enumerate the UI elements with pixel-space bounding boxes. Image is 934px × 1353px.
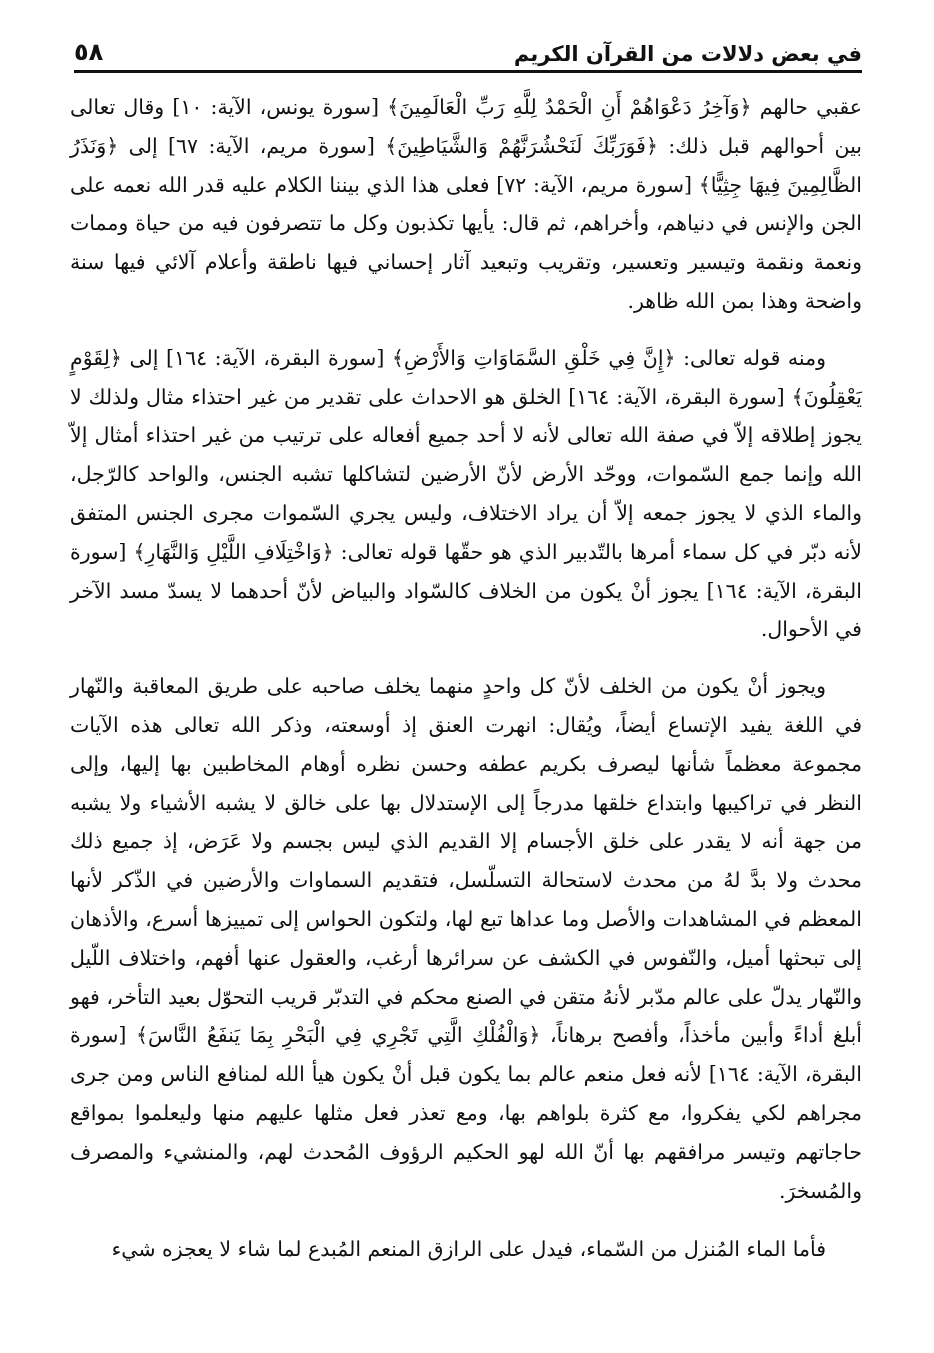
paragraph: ومنه قوله تعالى: ﴿إِنَّ فِي خَلْقِ السَّمَاوَاتِ وَالأَرْضِ﴾ [سورة البقرة، الآية: ١٦٤] إلى ﴿لِقَوْمٍ يَعْقِلُونَ﴾ [سورة البقرة، الآية: ١٦٤] الخلق هو الاحداث على تقدير من غير احتذاء مثال ولذلك لا يجوز إطلاقه إلاّ في صفة الله تعالى لأنه لا أحد جميع أفعاله على ترتيب من غير احتذاء أمثال إلاّ الله وإنما جمع السّموات، ووحّد الأرض لأنّ الأرضين لتشاكلها تشبه الجنس، والواحد كالرّجل، والماء الذي لا يجوز جمعه إلاّ أن يراد الاختلاف، وليس يجري السّموات مجرى الجنس المتفق لأنه دبّر في كل سماء أمرها بالتّدبير الذي هو حقّها قوله تعالى: ﴿وَاخْتِلَافِ اللَّيْلِ وَالنَّهَارِ﴾ [سورة البقرة، الآية: ١٦٤] يجوز أنْ يكون من الخلاف كالسّواد والبياض لأنّ أحدهما لا يسدّ مسد الآخر في الأحوال. (70, 345, 862, 642)
paragraph: ويجوز أنْ يكون من الخلف لأنّ كل واحدٍ منهما يخلف صاحبه على طريق المعاقبة والنّهار في اللغة يفيد الإتساع أيضاً، ويُقال: انهرت العنق إذ أوسعته، وذكر الله تعالى هذه الآيات مجموعة معظماً شأنها ليصرف بكريم عطفه وحسن نظره أوهام المخاطبين بها إليها، وإلى النظر في تراكيبها وابتداع خلقها مدرجاً إلى الإستدلال بها على خالق لا يشبه الأشياء ولا يشبه من جهة أنه لا يقدر على خلق الأجسام إلا القديم الذي ليس بجسم ولا عَرَض، إذ جميع ذلك محدث ولا بدَّ لهُ من محدث لاستحالة التسلّسل، فتقديم السماوات والأرضين في الذّكر لأنها المعظم في المشاهدات والأصل وما عداها تبع لها، ولتكون الحواس إلى تمييزها أسرع، والأذهان إلى تبحثها أميل، والنّفوس في الكشف عن سرائرها أرغب، والعقول عنها أفهم، واختلاف اللّيل والنّهار يدلّ على عالم مدّبر لأنهُ متقن في الصنع محكم في التدبّر قريب التحوّل بعيد التأخر، فهو أبلغ أداءً وأبين مأخذاً، وأفصح برهاناً، ﴿وَالْفُلْكِ الَّتِي تَجْرِي فِي الْبَحْرِ بِمَا يَنفَعُ النَّاسَ﴾ [سورة البقرة، الآية: ١٦٤] لأنه فعل منعم عالم بما يكون قبل أنْ يكون هيأ الله لمنافع الناس ومن جرى مجراهم لكي يفكروا، مع كثرة بلواهم بها، ومع تعذر فعل مثلها عليهم منها وليعلموا بمواقع حاجاتهم وتيسر مرافقهم بها أنّ الله لهو الحكيم الرؤوف المُحدث لهم، والمنشيء والمصرف والمُسخرَ. (70, 674, 862, 1203)
running-title: في بعض دلالات من القرآن الكريم (513, 42, 862, 66)
paragraph: عقبي حالهم ﴿وَآخِرُ دَعْوَاهُمْ أَنِ الْحَمْدُ لِلَّهِ رَبِّ الْعَالَمِينَ﴾ [سورة يونس، الآية: ١٠] وقال تعالى بين أحوالهم قبل ذلك: ﴿فَوَرَبِّكَ لَنَحْشُرَنَّهُمْ وَالشَّيَاطِينَ﴾ [سورة مريم، الآية: ٦٧] إلى ﴿وَنَذَرُ الظَّالِمِينَ فِيهَا جِثِيًّا﴾ [سورة مريم، الآية: ٧٢] فعلى هذا الذي بيننا الكلام عليه قدر الله نعمه على الجن والإنس في دنياهم، وأخراهم، ثم قال: يأيها تكذبون وكل ما تتصرفون فيه من حياة وممات ونعمة ونقمة وتيسير وتعسير، وتقريب وتبعيد آثار إحساني فيها ناطقة وأعلام آلائي فيها سنة واضحة وهذا بمن الله ظاهر. (70, 95, 863, 313)
page-body (70, 88, 862, 1269)
paragraph: فأما الماء المُنزل من السّماء، فيدل على الرازق المنعم المُبدع لما شاء لا يعجزه شيء (111, 1237, 826, 1262)
page-number: ٥٨ (74, 38, 104, 66)
page-header (74, 26, 862, 73)
